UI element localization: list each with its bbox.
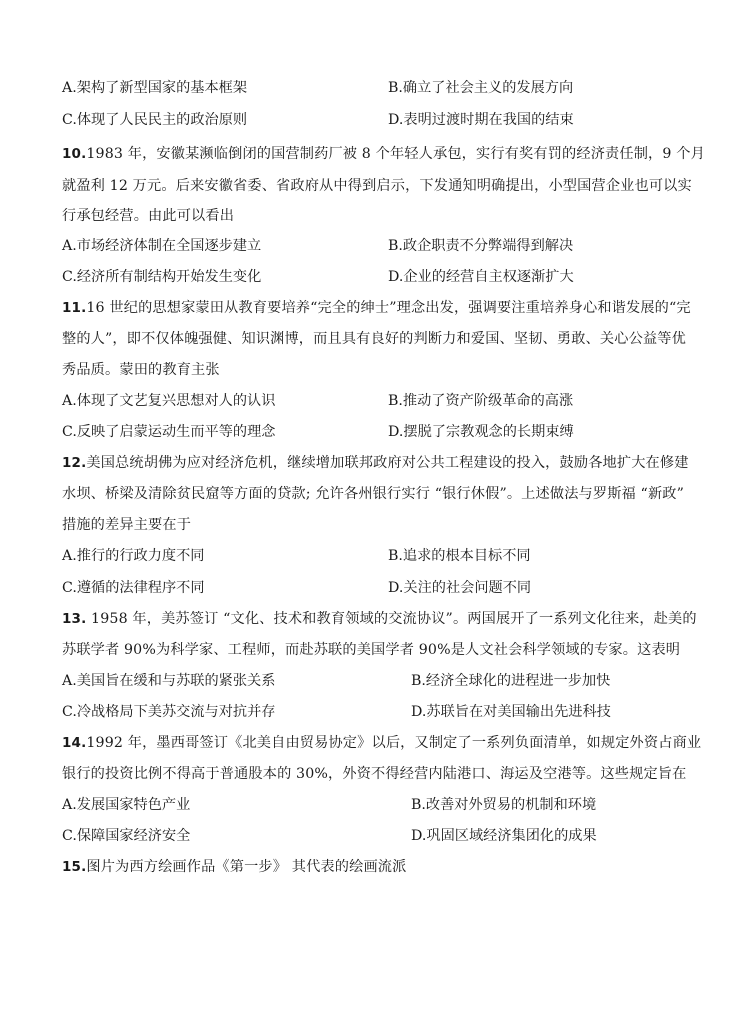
q14-option-d: D.巩固区域经济集团化的成果 (411, 828, 597, 844)
q12-option-b: B.追求的根本目标不同 (388, 548, 531, 564)
q14-option-b: B.改善对外贸易的机制和环境 (411, 797, 597, 813)
q13-option-c: C.冷战格局下美苏交流与对抗并存 (62, 704, 276, 720)
q12-number: 12. (62, 455, 87, 471)
q9-option-c: C.体现了人民民主的政治原则 (62, 112, 248, 128)
q12-stem-line-3: 措施的差异主要在于 (62, 517, 192, 533)
q13-option-d: D.苏联旨在对美国输出先进科技 (411, 704, 611, 720)
q14-stem-line-1: 14.1992 年，墨西哥签订《北美自由贸易协定》以后，又制定了一系列负面清单，如规定外资占商业 (62, 735, 702, 751)
q10-stem-line-3: 行承包经营。由此可以看出 (62, 208, 235, 224)
q10-option-c: C.经济所有制结构开始发生变化 (62, 269, 262, 285)
q11-number: 11. (62, 300, 87, 316)
q11-stem-line-3: 秀品质。蒙田的教育主张 (62, 362, 220, 378)
q13-stem-line-2: 苏联学者 90%为科学家、工程师，而赴苏联的美国学者 90%是人文社会科学领域的专家。这表明 (62, 642, 681, 658)
q10-stem-line-1: 10.1983 年，安徽某濒临倒闭的国营制药厂被 8 个年轻人承包，实行有奖有罚的经济责任制，9 个月 (62, 146, 705, 162)
q11-option-c: C.反映了启蒙运动生而平等的理念 (62, 424, 276, 440)
q9-option-d: D.表明过渡时期在我国的结束 (388, 112, 574, 128)
q15-stem-line-1: 15.图片为西方绘画作品《第一步》 其代表的绘画流派 (62, 859, 407, 875)
q10-number: 10. (62, 146, 87, 162)
q14-stem-line-2: 银行的投资比例不得高于普通股本的 30%，外资不得经营内陆港口、海运及空港等。这些规定旨在 (62, 766, 687, 782)
q11-option-a: A.体现了文艺复兴思想对人的认识 (62, 393, 276, 409)
q14-option-a: A.发展国家特色产业 (62, 797, 191, 813)
q10-option-a: A.市场经济体制在全国逐步建立 (62, 238, 262, 254)
q12-stem-line-1: 12.美国总统胡佛为应对经济危机，继续增加联邦政府对公共工程建设的投入，鼓励各地扩大在修建 (62, 455, 689, 471)
q10-stem-line-2: 就盈利 12 万元。后来安徽省委、省政府从中得到启示，下发通知明确提出，小型国营企业也可以实 (62, 178, 692, 194)
q9-option-a: A.架构了新型国家的基本框架 (62, 80, 248, 96)
q11-option-b: B.推动了资产阶级革命的高涨 (388, 393, 574, 409)
q13-number: 13. (62, 611, 87, 627)
q15-number: 15. (62, 859, 87, 875)
q9-option-b: B.确立了社会主义的发展方向 (388, 80, 574, 96)
q11-stem-line-2: 整的人”，即不仅体魄强健、知识渊博，而且具有良好的判断力和爱国、坚韧、勇敢、关心公益等优 (62, 331, 686, 347)
q10-option-b: B.政企职责不分弊端得到解决 (388, 238, 574, 254)
q12-option-a: A.推行的行政力度不同 (62, 548, 205, 564)
q13-option-a: A.美国旨在缓和与苏联的紧张关系 (62, 673, 276, 689)
q13-option-b: B.经济全球化的进程进一步加快 (411, 673, 611, 689)
q12-option-c: C.遵循的法律程序不同 (62, 580, 205, 596)
q14-number: 14. (62, 735, 87, 751)
q12-option-d: D.关注的社会问题不同 (388, 580, 532, 596)
q10-option-d: D.企业的经营自主权逐渐扩大 (388, 269, 574, 285)
q11-stem-line-1: 11.16 世纪的思想家蒙田从教育要培养“完全的绅士”理念出发，强调要注重培养身心和谐发展的“完 (62, 300, 691, 316)
q13-stem-line-1: 13. 1958 年，美苏签订 “文化、技术和教育领域的交流协议”。两国展开了一系列文化往来，赴美的 (62, 611, 697, 627)
q12-stem-line-2: 水坝、桥梁及清除贫民窟等方面的贷款; 允许各州银行实行 “银行休假”。上述做法与罗斯福 “新政” (62, 486, 685, 502)
q11-option-d: D.摆脱了宗教观念的长期束缚 (388, 424, 574, 440)
q14-option-c: C.保障国家经济安全 (62, 828, 191, 844)
